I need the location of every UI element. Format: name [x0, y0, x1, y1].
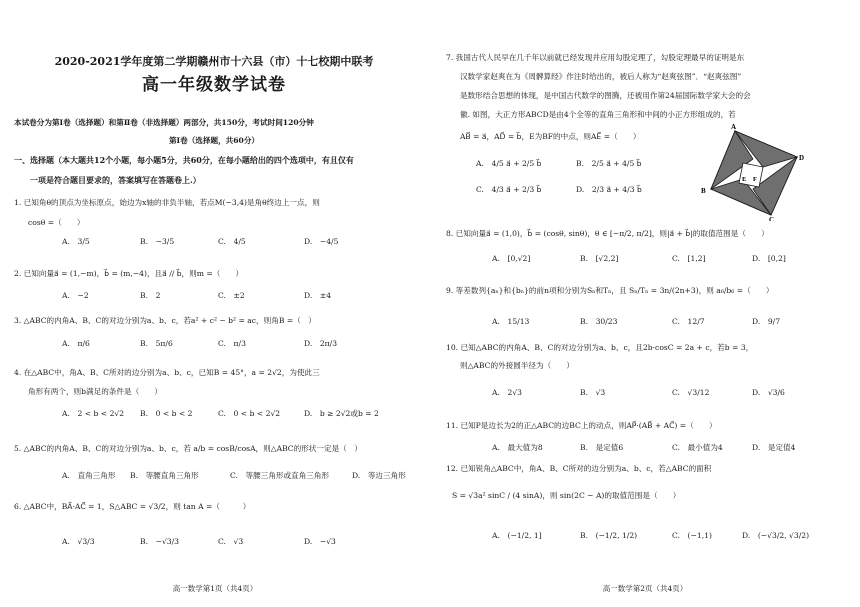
- option-d[interactable]: D. √3/6: [752, 388, 785, 397]
- option-c[interactable]: C. 4/3 a⃗ + 2/3 b⃗: [476, 185, 542, 194]
- option-b[interactable]: B. [√2,2]: [580, 254, 619, 263]
- option-b[interactable]: B. 等腰直角三角形: [130, 471, 199, 480]
- question-2-stem: 2. 已知向量a⃗ = (1,−m)，b⃗ = (m,−4)，且a⃗ // b⃗，则m =（ ）: [14, 269, 244, 278]
- exam-page-2: [430, 0, 860, 607]
- exam-header-title: 2020-2021学年度第二学期赣州市十六县（市）十七校期中联考: [54, 55, 374, 68]
- question-9-stem: 9. 等差数列{aₙ}和{bₙ}的前n项和分别为Sₙ和Tₙ，且 Sₙ/Tₙ = 3n/(2n+3)，则 a₆/b₆ =（ ）: [446, 286, 774, 295]
- label-d: D: [799, 154, 805, 162]
- question-7-stem-1: 7. 我国古代人民早在几千年以前就已经发现并应用勾股定理了，勾股定理最早的证明是东: [446, 53, 745, 62]
- question-3-stem: 3. △ABC的内角A、B、C的对边分别为a、b、c，若a² + c² − b² = ac，则角B =（ ）: [14, 316, 316, 325]
- zhao-shuang-chord-diagram: [697, 123, 807, 221]
- option-d[interactable]: D. b ≥ 2√2或b = 2: [304, 409, 379, 418]
- question-1-stem-cont: cosθ =（ ）: [28, 218, 85, 227]
- label-a: A: [731, 123, 737, 131]
- label-e: E: [742, 176, 747, 183]
- option-c[interactable]: C. 最小值为4: [672, 443, 723, 452]
- option-b[interactable]: B. 30/23: [580, 317, 618, 326]
- inner-square: [739, 163, 763, 187]
- option-c[interactable]: C. [1,2]: [672, 254, 706, 263]
- option-c[interactable]: C. 0 < b < 2√2: [218, 409, 281, 418]
- option-d[interactable]: D. 2π/3: [304, 339, 338, 348]
- label-f: F: [753, 176, 757, 183]
- option-c[interactable]: C. √3: [218, 537, 244, 546]
- option-c[interactable]: C. √3/12: [672, 388, 710, 397]
- option-a[interactable]: A. −2: [62, 291, 89, 300]
- question-12-stem: 12. 已知锐角△ABC中，角A、B、C所对的边分别为a、b、c，若△ABC的面积: [446, 464, 712, 473]
- option-c[interactable]: C. 12/7: [672, 317, 705, 326]
- option-b[interactable]: B. (−1/2, 1/2): [580, 531, 638, 540]
- option-a[interactable]: A. 3/5: [62, 237, 90, 246]
- option-d[interactable]: D. 等边三角形: [352, 471, 406, 480]
- option-b[interactable]: B. 5π/6: [140, 339, 173, 348]
- option-b[interactable]: B. 是定值6: [580, 443, 624, 452]
- question-8-stem: 8. 已知向量a⃗ = (1,0)，b⃗ = (cosθ, sinθ)，θ ∈ [−π/2, π/2]，则|a⃗ + b⃗|的取值范围是（ ）: [446, 229, 769, 238]
- question-4-stem-cont: 角形有两个，则b满足的条件是（ ）: [28, 387, 162, 396]
- option-d[interactable]: D. ±4: [304, 291, 332, 300]
- question-4-stem: 4. 在△ABC中，角A、B、C所对的边分别为a、b、c，已知B = 45°，a = 2√2，为使此三: [14, 368, 320, 377]
- option-b[interactable]: B. −3/5: [140, 237, 175, 246]
- exam-subtitle: 高一年级数学试卷: [142, 75, 286, 95]
- option-c[interactable]: C. 等腰三角形或直角三角形: [230, 471, 330, 480]
- option-d[interactable]: D. −√3: [304, 537, 336, 546]
- question-7-stem-4: 徽. 如图，大正方形ABCD是由4个全等的直角三角形和中间的小正方形组成的，若: [460, 110, 736, 119]
- option-d[interactable]: D. 是定值4: [752, 443, 796, 452]
- option-c[interactable]: C. 4/5: [218, 237, 246, 246]
- section-heading-line-1: 一、选择题（本大题共12个小题，每小题5分，共60分，在每小题给出的四个选项中，有且仅有: [14, 155, 354, 165]
- question-7-stem-3: 是数形结合思想的体现，是中国古代数学的图腾，还被用作第24届国际数学家大会的会: [460, 91, 751, 100]
- option-d[interactable]: D. −4/5: [304, 237, 339, 246]
- option-c[interactable]: C. ±2: [218, 291, 245, 300]
- page-footer: 高一数学第1页（共4页）: [172, 584, 258, 593]
- question-12-stem-cont: S = √3a² sinC / (4 sinA)，则 sin(2C − A)的取值范围是（ ）: [452, 491, 681, 500]
- exam-instructions: 本试卷分为第Ⅰ卷（选择题）和第Ⅱ卷（非选择题）两部分，共150分，考试时间120分钟: [14, 118, 314, 127]
- option-a[interactable]: A. 15/13: [492, 317, 530, 326]
- option-c[interactable]: C. (−1,1): [672, 531, 712, 540]
- option-d[interactable]: D. [0,2]: [752, 254, 786, 263]
- option-b[interactable]: B. 2/5 a⃗ + 4/5 b⃗: [576, 159, 642, 168]
- question-7-stem-2: 汉数学家赵爽在为《周髀算经》作注时给出的，被后人称为“赵爽弦图”．“赵爽弦图”: [460, 72, 742, 81]
- option-d[interactable]: D. 2/3 a⃗ + 4/3 b⃗: [576, 185, 642, 194]
- option-a[interactable]: A. [0,√2]: [492, 254, 531, 263]
- option-b[interactable]: B. 2: [140, 291, 161, 300]
- label-b: B: [701, 187, 706, 195]
- option-b[interactable]: B. √3: [580, 388, 606, 397]
- option-a[interactable]: A. 最大值为8: [492, 443, 543, 452]
- option-b[interactable]: B. 0 < b < 2: [140, 409, 193, 418]
- question-10-stem-cont: 则△ABC的外接圆半径为（ ）: [460, 361, 574, 370]
- option-a[interactable]: A. 2 < b < 2√2: [62, 409, 125, 418]
- question-1-stem: 1. 已知角θ的顶点为坐标原点，始边为x轴的非负半轴，若点M(−3,4)是角θ终边上一点，则: [14, 198, 320, 207]
- page-footer: 高一数学第2页（共4页）: [602, 584, 688, 593]
- label-c: C: [769, 216, 775, 221]
- option-a[interactable]: A. √3/3: [62, 537, 95, 546]
- option-a[interactable]: A. 直角三角形: [62, 471, 116, 480]
- option-d[interactable]: D. 9/7: [752, 317, 781, 326]
- option-a[interactable]: A. 2√3: [492, 388, 522, 397]
- question-5-stem: 5. △ABC的内角A、B、C的对边分别为a、b、c，若 a/b = cosB/cosA，则△ABC的形状一定是（ ）: [14, 444, 362, 453]
- part-one-heading: 第Ⅰ卷（选择题，共60分）: [168, 136, 260, 145]
- question-10-stem: 10. 已知△ABC的内角A、B、C的对边分别为a、b、c，且2b·cosC = 2a + c，若b = 3，: [446, 343, 754, 352]
- question-11-stem: 11. 已知P是边长为2的正△ABC的边BC上的动点，则AP⃗·(AB⃗ + AC⃗) =（ ）: [446, 421, 717, 430]
- option-a[interactable]: A. (−1/2, 1]: [492, 531, 542, 540]
- option-a[interactable]: A. π/6: [62, 339, 90, 348]
- option-b[interactable]: B. −√3/3: [140, 537, 180, 546]
- question-6-stem: 6. △ABC中，BA⃗·AC⃗ = 1，S△ABC = √3/2，则 tan A =（ ）: [14, 502, 251, 511]
- option-a[interactable]: A. 4/5 a⃗ + 2/5 b⃗: [476, 159, 542, 168]
- section-heading-line-2: 一项是符合题目要求的，答案填写在答题卷上.）: [30, 175, 201, 185]
- option-d[interactable]: D. (−√3/2, √3/2): [742, 531, 810, 540]
- option-c[interactable]: C. π/3: [218, 339, 246, 348]
- question-7-stem-5: AB⃗ = a⃗，AD⃗ = b⃗，E为BF的中点，则AE⃗ =（ ）: [460, 132, 641, 141]
